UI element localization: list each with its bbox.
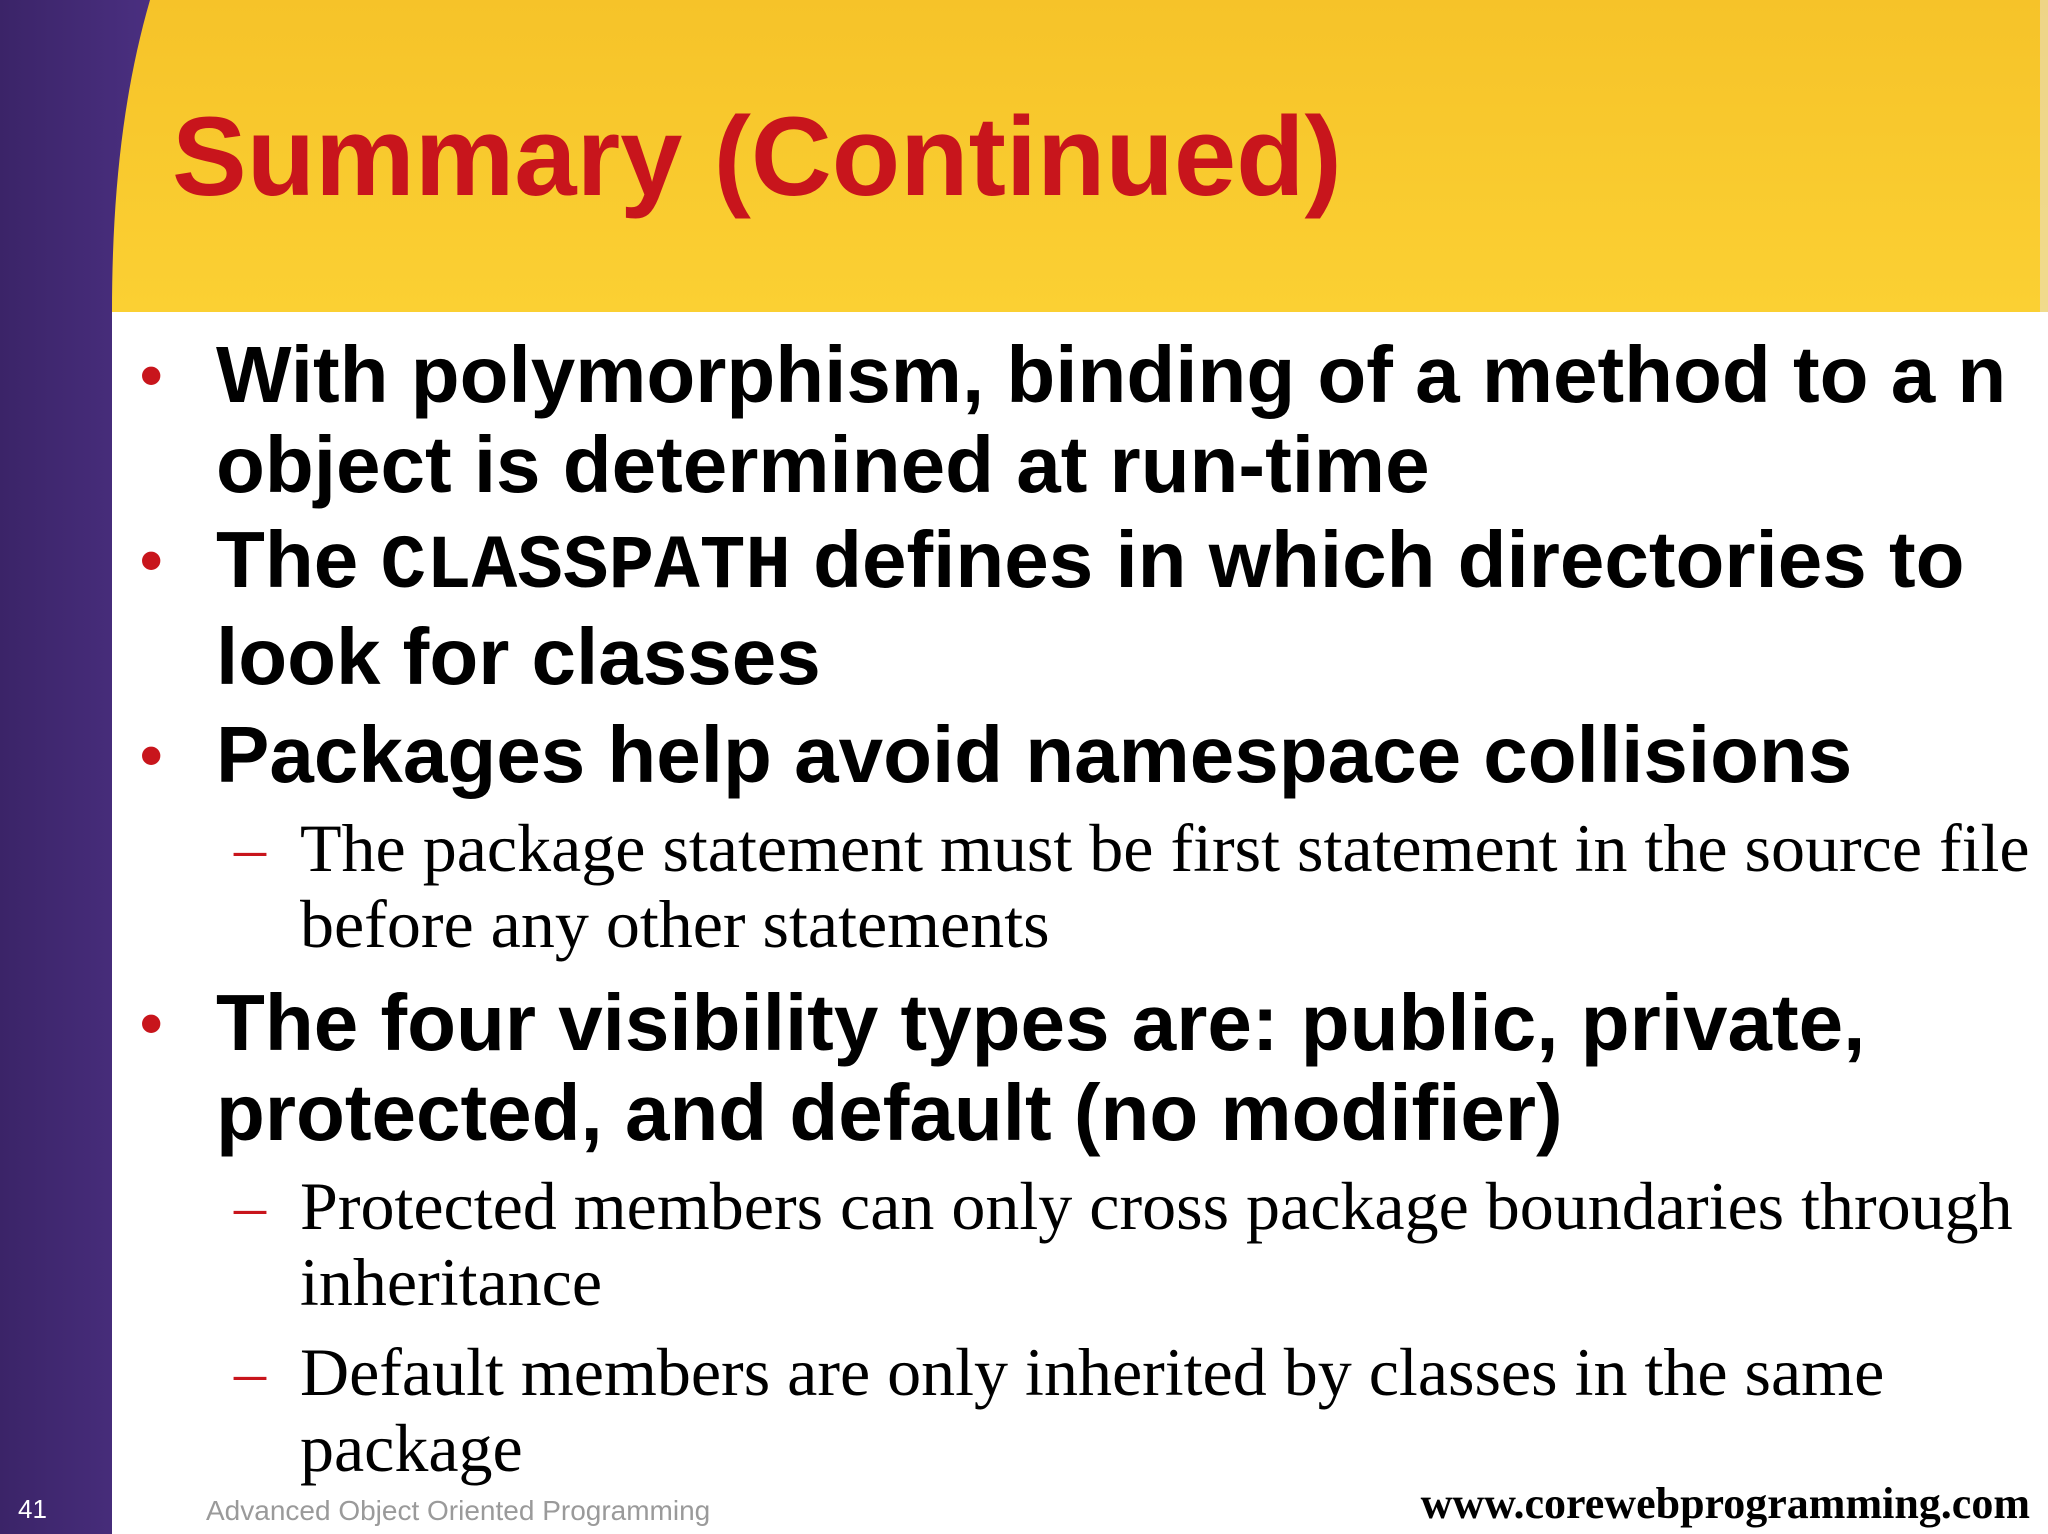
dash-icon: – (234, 1170, 266, 1241)
bullet-dot-icon: • (140, 719, 163, 791)
dash-icon: – (234, 812, 266, 883)
slide-page-number: 41 (18, 1494, 47, 1524)
right-edge-shadow (2040, 0, 2048, 312)
classpath-code: CLASSPATH (380, 524, 791, 610)
bullet-text: With polymorphism, binding of a method to a n object is determined at run-time (216, 330, 2007, 509)
bullet-dot-icon: • (140, 339, 163, 411)
bullet-dot-icon: • (140, 524, 163, 596)
slide-title: Summary (Continued) (172, 94, 1342, 219)
bullet-dot-icon: • (140, 987, 163, 1059)
dash-icon: – (234, 1336, 266, 1407)
bullet-text-end: defines in which directories to look for classes (216, 515, 1965, 701)
bullet-text: Packages help avoid namespace collisions (216, 710, 1853, 799)
website-url: www.corewebprogramming.com (1420, 1479, 2030, 1528)
sub-bullet-text: The package statement must be first statement in the source file before any other statements (300, 810, 2030, 962)
bullet-text-start: The (216, 515, 381, 604)
course-title-footer: Advanced Object Oriented Programming (206, 1495, 711, 1526)
bullet-text: The four visibility types are: public, private, protected, and default (no modifier) (216, 978, 1866, 1157)
sub-bullet-text: Default members are only inherited by classes in the same package (300, 1334, 1885, 1486)
bullet-text (216, 515, 2048, 702)
sub-bullet-text: Protected members can only cross package boundaries through inheritance (300, 1168, 2013, 1320)
